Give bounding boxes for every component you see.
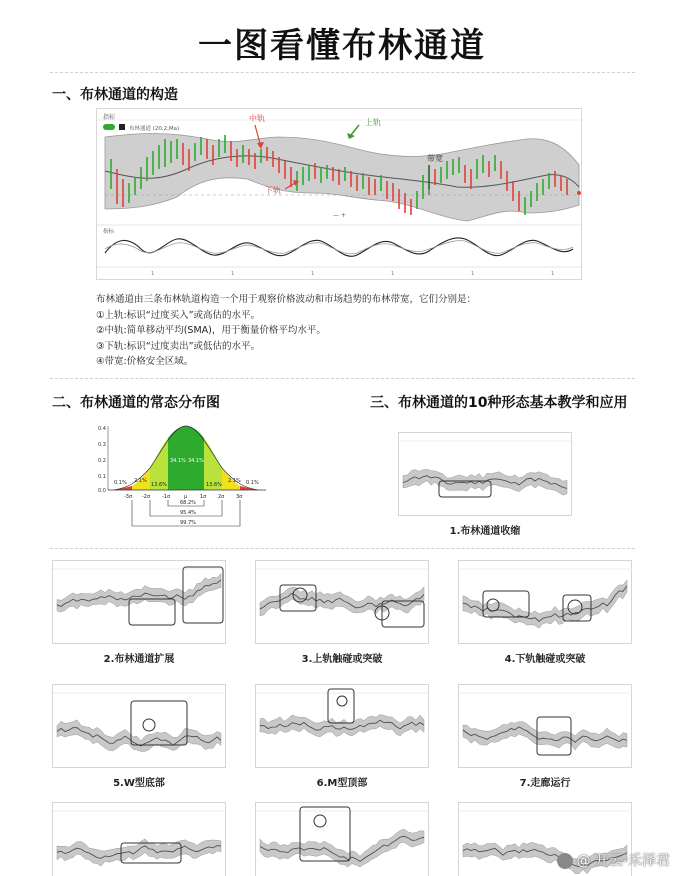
label-upper: 上轨 [365, 118, 381, 127]
divider [50, 548, 635, 549]
chart-header: 指标 [103, 114, 116, 121]
desc-line: ④带宽:价格安全区域。 [96, 356, 194, 367]
pattern-caption: 3.上轨触碰或突破 [301, 654, 383, 665]
pattern-chart [255, 684, 429, 768]
x-tick: 1σ [200, 494, 207, 500]
svg-text:1: 1 [231, 271, 235, 277]
pattern-caption: 1.布林通道收缩 [449, 526, 521, 537]
chart-legend: 布林通道 (20,2,Ma) [129, 126, 180, 132]
y-tick: 0.0 [98, 488, 106, 494]
desc-line: 布林通道由三条布林轨道构造一个用于观察价格波动和市场趋势的布林带宽，它们分别是： [96, 294, 477, 305]
svg-text:1: 1 [311, 271, 315, 277]
y-tick: 0.3 [98, 442, 106, 448]
bollinger-chart [96, 108, 582, 280]
band-fill [105, 134, 579, 222]
pattern-chart [52, 684, 226, 768]
y-tick: 0.4 [98, 426, 106, 432]
span-label: 95.4% [180, 510, 196, 516]
desc-line: ①上轨:标识“过度买入”或高估的水平。 [96, 309, 261, 321]
x-tick: -3σ [124, 494, 133, 500]
svg-text:1: 1 [391, 271, 395, 277]
divider [50, 72, 635, 73]
pattern-caption: 6.M型顶部 [316, 778, 368, 789]
pattern-chart [255, 560, 429, 644]
weibo-icon [557, 853, 573, 869]
color-square-icon [119, 124, 125, 130]
divider [50, 378, 635, 379]
section1-heading: 一、布林通道的构造 [52, 87, 178, 103]
description [96, 292, 476, 370]
pattern-chart [458, 560, 632, 644]
x-tick: μ [184, 494, 188, 500]
band-pct: 13.6% [206, 482, 222, 488]
y-tick: 0.2 [98, 458, 106, 464]
x-tick: 3σ [236, 494, 243, 500]
band-pct: 2.1% [228, 478, 241, 484]
pattern-caption: 4.下轨触碰或突破 [504, 654, 586, 665]
normal-distribution-chart [96, 420, 276, 540]
pattern-caption: 2.布林通道扩展 [103, 654, 175, 665]
label-lower: 下轨 [265, 186, 281, 195]
lower-panel-header: 指标 [103, 229, 115, 235]
pattern-caption: 7.走廊运行 [519, 778, 571, 789]
page-title: 一图看懂布林通道 [198, 26, 486, 66]
desc-line: ②中轨:简单移动平均(SMA)，用于衡量价格平均水平。 [96, 325, 326, 336]
band-pct: 0.1% [246, 480, 259, 486]
pattern-chart [458, 684, 632, 768]
pattern-chart [52, 802, 226, 876]
section3-heading: 三、布林通道的10种形态基本教学和应用 [370, 395, 628, 411]
pattern-chart [52, 560, 226, 644]
band-pct: 13.6% [151, 482, 167, 488]
svg-text:— +: — + [333, 212, 346, 219]
span-label: 99.7% [180, 520, 196, 526]
toggle-icon [103, 124, 115, 130]
svg-text:1: 1 [151, 271, 155, 277]
desc-line: ③下轨:标识“过度卖出”或低估的水平。 [96, 340, 261, 352]
x-tick: 2σ [218, 494, 225, 500]
watermark-text: @ 开云-禾泽君 [576, 853, 670, 869]
band-pct: 34.1% [170, 458, 186, 464]
svg-text:1: 1 [471, 271, 475, 277]
x-tick: -1σ [162, 494, 171, 500]
section2-heading: 二、布林通道的常态分布图 [52, 395, 220, 411]
band-pct: 0.1% [114, 480, 127, 486]
band-pct: 34.1% [188, 458, 204, 464]
label-width: 带宽 [427, 154, 443, 163]
pattern-chart [398, 432, 572, 516]
span-label: 68.2% [180, 500, 196, 506]
svg-text:1: 1 [551, 271, 555, 277]
y-tick: 0.1 [98, 474, 106, 480]
label-mid: 中轨 [249, 114, 265, 123]
x-tick: -2σ [142, 494, 151, 500]
band-pct: 2.1% [134, 478, 147, 484]
pattern-caption: 5.W型底部 [113, 778, 165, 789]
watermark [557, 850, 670, 870]
pattern-chart [255, 802, 429, 876]
